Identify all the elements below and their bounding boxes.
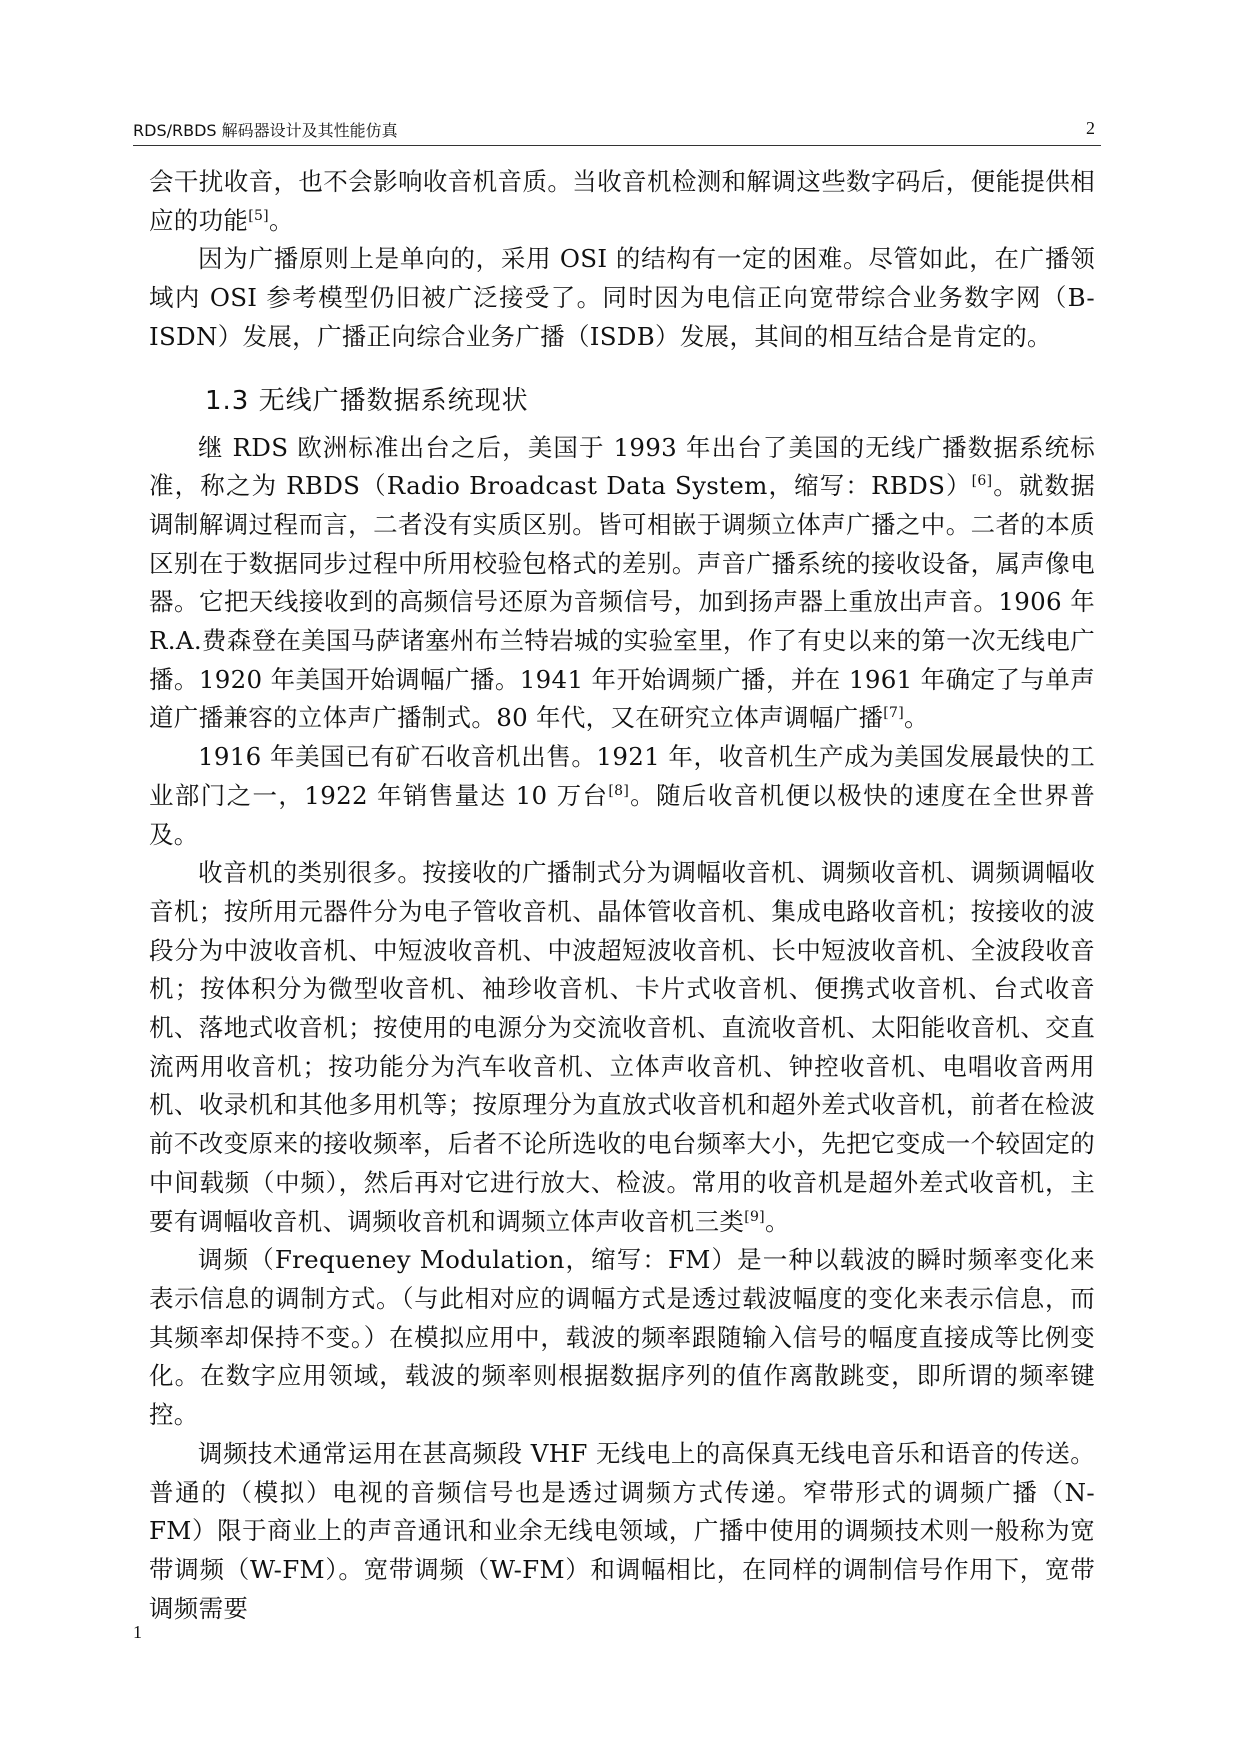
body-paragraph: 会干扰收音，也不会影响收音机音质。当收音机检测和解调这些数字码后，便能提供相应的功能[5]。	[149, 167, 1095, 235]
citation-ref: [7]	[883, 705, 904, 722]
body-paragraph: 调频（Frequeney Modulation，缩写：FM）是一种以载波的瞬时频率变化来表示信息的调制方式。（与此相对应的调幅方式是透过载波幅度的变化来表示信息，而其频率却保持不变。）在模拟应用中，载波的频率跟随输入信号的幅度直接成等比例变化。在数字应用领域，载波的频率则根据数据序列的值作离散跳变，即所谓的频率键控。	[149, 1245, 1095, 1430]
body-paragraph: 继 RDS 欧洲标准出台之后，美国于 1993 年出台了美国的无线广播数据系统标准，称之为 RBDS（Radio Broadcast Data System，缩写：RBDS）[6]。就数据调制解调过程而言，二者没有实质区别。皆可相嵌于调频立体声广播之中。二者的本质区别在于数据同步过程中所用校验包格式的差别。声音广播系统的接收设备，属声像电器。它把天线接收到的高频信号还原为音频信号，加到扬声器上重放出声音。1906 年 R.A.费森登在美国马萨诸塞州布兰特岩城的实验室里，作了有史以来的第一次无线电广播。1920 年美国开始调幅广播。1941 年开始调频广播，并在 1961 年确定了与单声道广播兼容的立体声广播制式。80 年代，又在研究立体声调幅广播[7]。	[149, 432, 1096, 733]
citation-ref: [5]	[248, 207, 269, 224]
citation-ref: [6]	[971, 473, 993, 490]
body-paragraph: 1916 年美国已有矿石收音机出售。1921 年，收音机生产成为美国发展最快的工业部门之一，1922 年销售量达 10 万台[8]。随后收音机便以极快的速度在全世界普及。	[149, 742, 1095, 849]
header-rule	[133, 145, 1101, 146]
running-header	[133, 118, 1101, 144]
header-page-number: 2	[1086, 118, 1095, 138]
citation-ref: [9]	[744, 1208, 765, 1225]
body-paragraph: 收音机的类别很多。按接收的广播制式分为调幅收音机、调频收音机、调频调幅收音机；按所用元器件分为电子管收音机、晶体管收音机、集成电路收音机；按接收的波段分为中波收音机、中短波收音机、中波超短波收音机、长中短波收音机、全波段收音机；按体积分为微型收音机、袖珍收音机、卡片式收音机、便携式收音机、台式收音机、落地式收音机；按使用的电源分为交流收音机、直流收音机、太阳能收音机、交直流两用收音机；按功能分为汽车收音机、立体声收音机、钟控收音机、电唱收音两用机、收录机和其他多用机等；按原理分为直放式收音机和超外差式收音机，前者在检波前不改变原来的接收频率，后者不论所选收的电台频率大小，先把它变成一个较固定的中间载频（中频），然后再对它进行放大、检波。常用的收音机是超外差式收音机，主要有调幅收音机、调频收音机和调频立体声收音机三类[9]。	[149, 858, 1095, 1236]
footer-page-number: 1	[133, 1622, 142, 1642]
section-heading: 1.3 无线广播数据系统现状	[205, 385, 529, 416]
body-paragraph: 因为广播原则上是单向的，采用 OSI 的结构有一定的困难。尽管如此，在广播领域内 OSI 参考模型仍旧被广泛接受了。同时因为电信正向宽带综合业务数字网（B-ISDN）发展，广播正向综合业务广播（ISDB）发展，其间的相互结合是肯定的。	[149, 244, 1095, 351]
body-paragraph: 调频技术通常运用在甚高频段 VHF 无线电上的高保真无线电音乐和语音的传送。普通的（模拟）电视的音频信号也是透过调频方式传递。窄带形式的调频广播（N-FM）限于商业上的声音通讯和业余无线电领域，广播中使用的调频技术则一般称为宽带调频（W-FM）。宽带调频（W-FM）和调幅相比，在同样的调制信号作用下，宽带调频需要	[149, 1438, 1095, 1623]
running-header-title: RDS/RBDS 解码器设计及其性能仿真	[133, 121, 398, 140]
page-body	[149, 163, 1095, 1628]
citation-ref: [8]	[608, 782, 630, 799]
